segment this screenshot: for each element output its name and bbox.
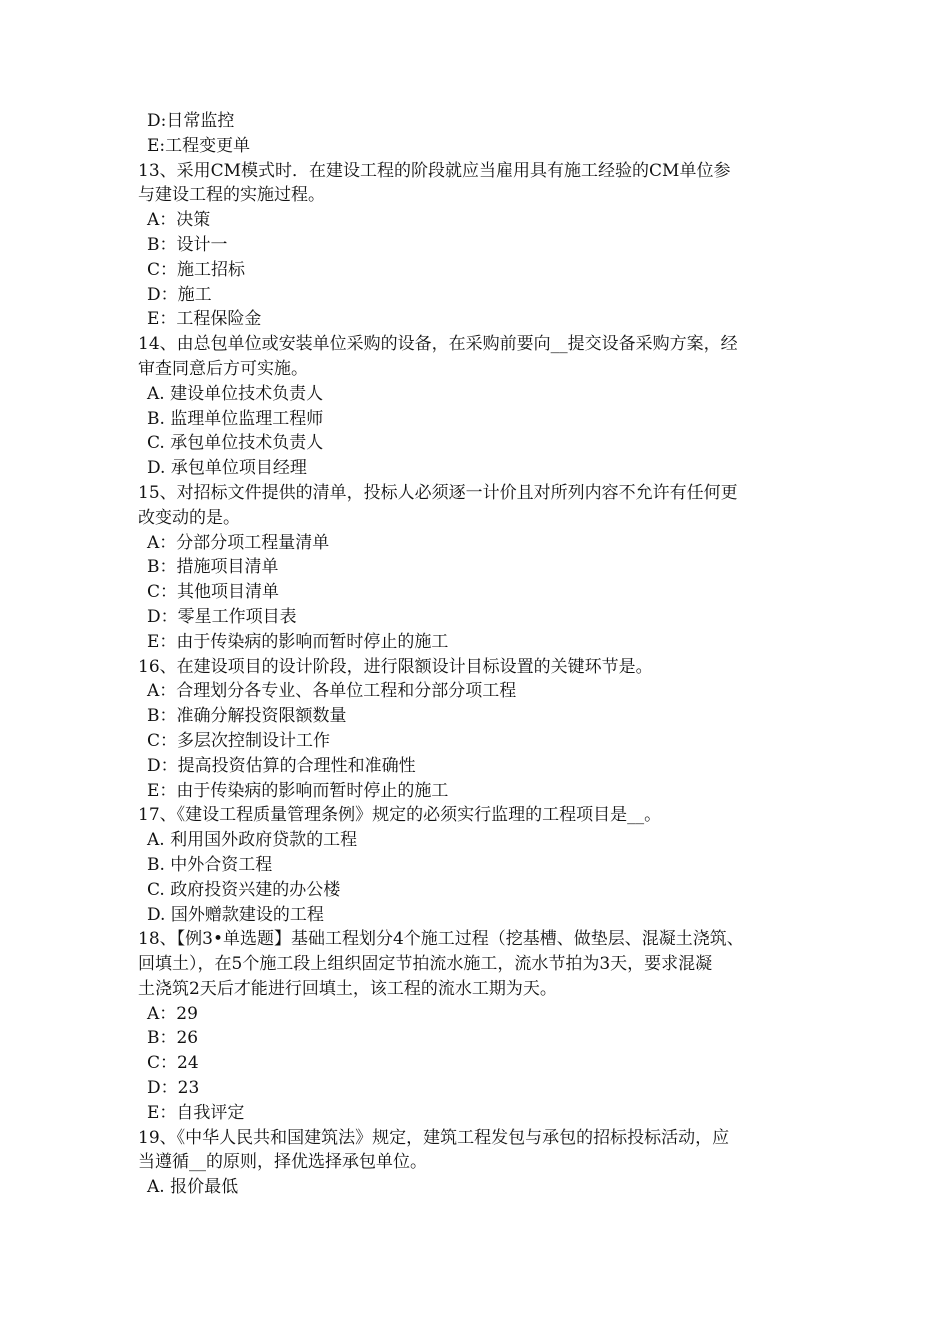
answer-option-line: D：提高投资估算的合理性和准确性 bbox=[147, 755, 416, 776]
answer-option-line: B：准确分解投资限额数量 bbox=[147, 706, 347, 727]
question-text-line: 17、《建设工程质量管理条例》规定的必须实行监理的工程项目是__。 bbox=[138, 805, 662, 826]
answer-option-line: A：决策 bbox=[147, 210, 211, 231]
answer-option-line: C. 政府投资兴建的办公楼 bbox=[147, 879, 341, 900]
answer-option-line: C：其他项目清单 bbox=[147, 582, 280, 603]
answer-option-line: E:工程变更单 bbox=[147, 135, 251, 156]
question-text-line: 16、在建设项目的设计阶段，进行限额设计目标设置的关键环节是。 bbox=[138, 656, 653, 677]
answer-option-line: E：由于传染病的影响而暂时停止的施工 bbox=[147, 631, 449, 652]
answer-option-line: B. 中外合资工程 bbox=[147, 854, 273, 875]
answer-option-line: A：29 bbox=[147, 1003, 198, 1024]
answer-option-line: B：26 bbox=[147, 1028, 199, 1049]
answer-option-line: A. 利用国外政府贷款的工程 bbox=[147, 830, 358, 851]
answer-option-line: D. 承包单位项目经理 bbox=[147, 458, 307, 479]
question-text-line: 13、采用CM模式时．在建设工程的阶段就应当雇用具有施工经验的CM单位参 bbox=[138, 160, 731, 181]
answer-option-line: C：施工招标 bbox=[147, 259, 246, 280]
question-text-line: 与建设工程的实施过程。 bbox=[138, 185, 325, 206]
answer-option-line: D：零星工作项目表 bbox=[147, 606, 297, 627]
answer-option-line: B. 监理单位监理工程师 bbox=[147, 408, 324, 429]
answer-option-line: A：合理划分各专业、各单位工程和分部分项工程 bbox=[147, 681, 517, 702]
answer-option-line: A. 报价最低 bbox=[147, 1177, 239, 1198]
answer-option-line: A：分部分项工程量清单 bbox=[147, 532, 330, 553]
question-text-line: 回填土），在5个施工段上组织固定节拍流水施工，流水节拍为3天，要求混凝 bbox=[138, 954, 713, 975]
question-text-line: 15、对招标文件提供的清单，投标人必须逐一计价且对所列内容不允许有任何更 bbox=[138, 482, 738, 503]
answer-option-line: C：24 bbox=[147, 1053, 199, 1074]
answer-option-line: E：工程保险金 bbox=[147, 309, 262, 330]
answer-option-line: C. 承包单位技术负责人 bbox=[147, 433, 324, 454]
question-text-line: 土浇筑2天后才能进行回填土，该工程的流水工期为天。 bbox=[138, 978, 557, 999]
question-text-line: 19、《中华人民共和国建筑法》规定，建筑工程发包与承包的招标投标活动，应 bbox=[138, 1127, 730, 1148]
answer-option-line: C：多层次控制设计工作 bbox=[147, 730, 331, 751]
answer-option-line: D. 国外赠款建设的工程 bbox=[147, 904, 324, 925]
question-text-line: 18、【例3•单选题】基础工程划分4个施工过程（挖基槽、做垫层、混凝土浇筑、 bbox=[138, 929, 744, 950]
answer-option-line: D：施工 bbox=[147, 284, 212, 305]
question-text-line: 改变动的是。 bbox=[138, 507, 240, 528]
question-text-line: 当遵循__的原则，择优选择承包单位。 bbox=[138, 1152, 427, 1173]
answer-option-line: D：23 bbox=[147, 1078, 200, 1099]
answer-option-line: B：设计一 bbox=[147, 234, 228, 255]
answer-option-line: A. 建设单位技术负责人 bbox=[147, 383, 324, 404]
answer-option-line: E：由于传染病的影响而暂时停止的施工 bbox=[147, 780, 449, 801]
answer-option-line: D:日常监控 bbox=[147, 111, 235, 131]
question-text-line: 14、由总包单位或安装单位采购的设备，在采购前要向__提交设备采购方案，经 bbox=[138, 334, 738, 355]
answer-option-line: E：自我评定 bbox=[147, 1102, 245, 1123]
document-page bbox=[138, 109, 818, 1200]
question-text-line: 审查同意后方可实施。 bbox=[138, 358, 308, 379]
answer-option-line: B：措施项目清单 bbox=[147, 557, 279, 578]
